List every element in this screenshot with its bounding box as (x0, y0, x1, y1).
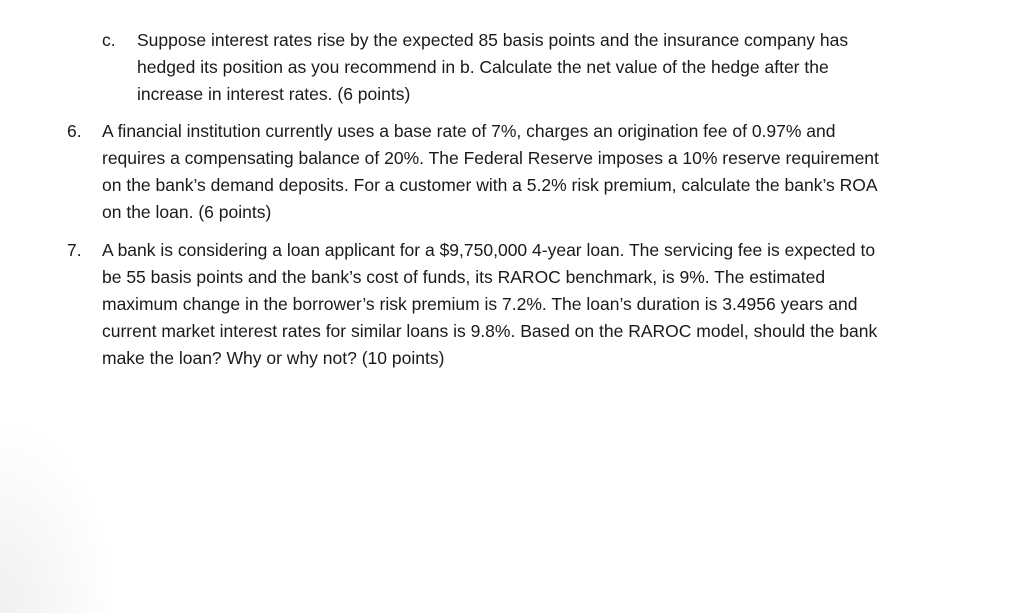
text-line: A financial institution currently uses a base rate of 7%, charges an origination fee of 0.97% and (102, 121, 836, 141)
text-line: requires a compensating balance of 20%. The Federal Reserve imposes a 10% reserve requirement (102, 148, 879, 168)
text-line: A bank is considering a loan applicant for a $9,750,000 4-year loan. The servicing fee is expected to (102, 240, 876, 260)
list-marker: 6. (67, 121, 82, 141)
question-text (102, 118, 879, 226)
question-text (137, 27, 848, 108)
text-line: maximum change in the borrower’s risk premium is 7.2%. The loan’s duration is 3.4956 years and (102, 294, 858, 314)
text-line: increase in interest rates. (6 points) (137, 84, 411, 104)
text-line: hedged its position as you recommend in b. Calculate the net value of the hedge after the (137, 57, 829, 77)
text-line: Suppose interest rates rise by the expected 85 basis points and the insurance company has (137, 30, 849, 50)
text-line: make the loan? Why or why not? (10 points) (102, 348, 445, 368)
question-text (102, 237, 877, 372)
text-line: be 55 basis points and the bank’s cost of funds, its RAROC benchmark, is 9%. The estimated (102, 267, 826, 287)
text-line: on the loan. (6 points) (102, 202, 272, 222)
list-marker: c. (102, 30, 116, 50)
page-edge-shadow (0, 413, 120, 613)
list-marker: 7. (67, 240, 82, 260)
text-line: current market interest rates for similar loans is 9.8%. Based on the RAROC model, should the bank (102, 321, 878, 341)
text-line: on the bank’s demand deposits. For a customer with a 5.2% risk premium, calculate the bank’s ROA (102, 175, 878, 195)
